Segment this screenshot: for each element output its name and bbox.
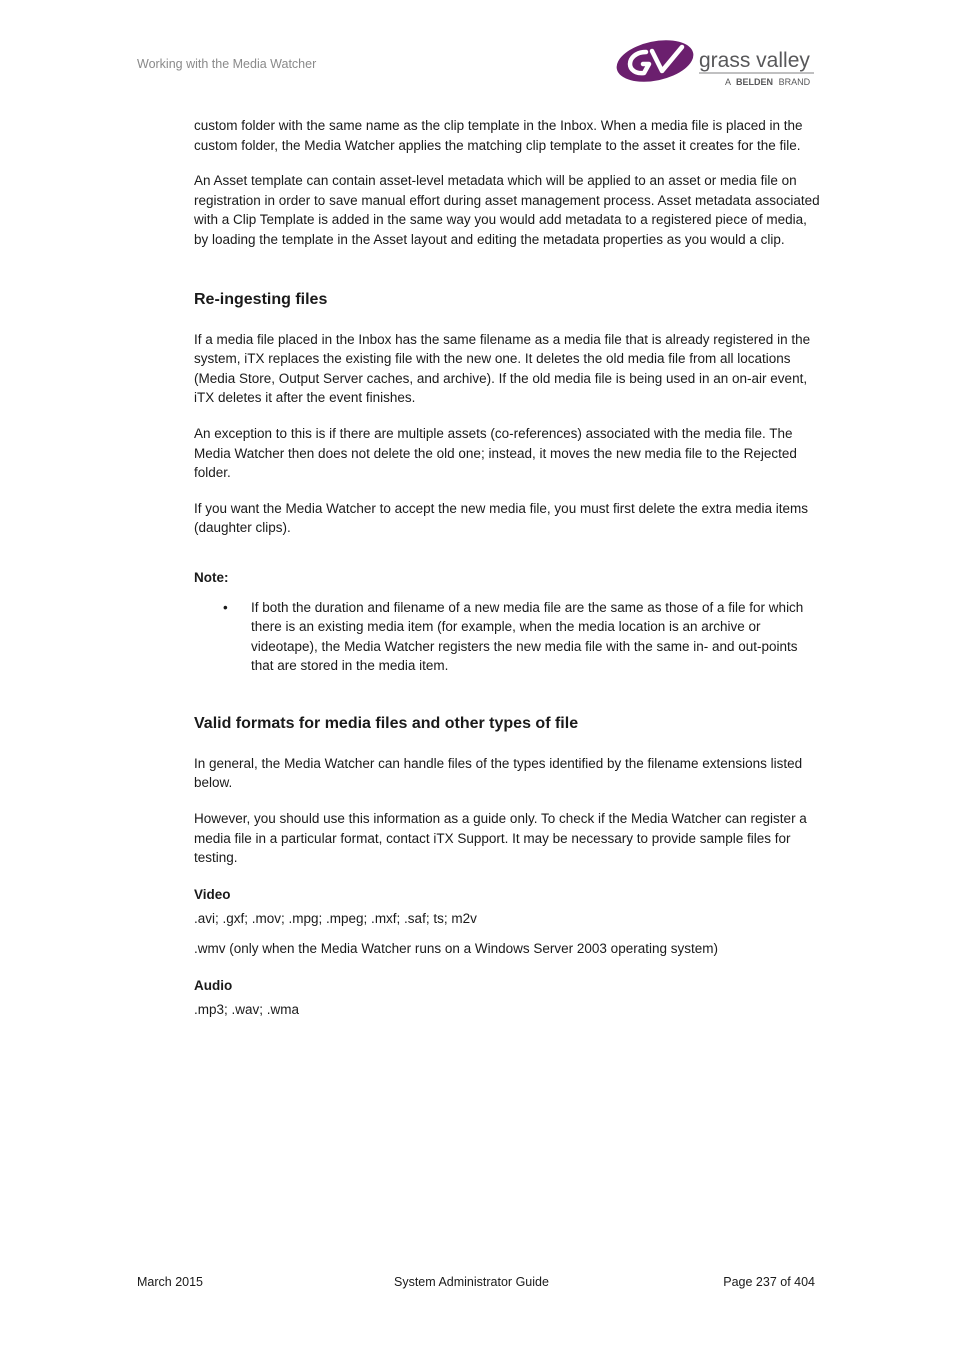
logo-tagline-prefix: A [725, 77, 731, 87]
footer-doc-title: System Administrator Guide [394, 1275, 549, 1289]
reingesting-paragraph-3: If you want the Media Watcher to accept the new media file, you must first delete the extra media items (daughter clips). [194, 500, 809, 536]
audio-subheading: Audio [194, 977, 233, 993]
logo-tagline-suffix: BRAND [778, 77, 811, 87]
footer-date: March 2015 [137, 1275, 204, 1289]
note-item-text: If both the duration and filename of a new media file are the same as those of a file for which there is an existing media item (for example, when the media location is an archive or videotape), the Media Watcher registers the new media file with the same in- and out-points that are stored in the media item. [251, 599, 804, 674]
grass-valley-logo [616, 38, 816, 90]
video-subheading: Video [194, 886, 231, 902]
intro-paragraph-2: An Asset template can contain asset-level metadata which will be applied to an asset or media file on registration in order to save manual effort during asset management process. Asset metadata associated with a Clip Template is added in the same way you would add metadata to a registered piece of media, by loading the template in the Asset layout and editing the metadata properties as you would a clip. [194, 173, 820, 247]
note-label: Note: [194, 569, 229, 585]
grass-valley-logo-graphic [616, 38, 816, 90]
svg-text:A BELDEN BRAND [725, 77, 811, 87]
footer-page-number: Page 237 of 404 [723, 1275, 815, 1289]
reingesting-paragraph-1: If a media file placed in the Inbox has the same filename as a media file that is already registered in the system, iTX replaces the existing file with the new one. It deletes the old media file from all locations (Media Store, Output Server caches, and archive). If the old media file is being used in an on-air event, iTX deletes it after the event finishes. [194, 331, 811, 406]
bullet-icon: • [223, 599, 228, 615]
logo-tagline-brand: BELDEN [736, 77, 774, 87]
valid-formats-paragraph-1: In general, the Media Watcher can handle files of the types identified by the filename extensions listed below. [194, 755, 803, 791]
logo-wordmark: grass valley [699, 49, 810, 72]
intro-paragraph-1: custom folder with the same name as the clip template in the Inbox. When a media file is placed in the custom folder, the Media Watcher applies the matching clip template to the asset it creates for the file. [194, 118, 803, 153]
note-list [194, 598, 822, 676]
reingesting-paragraph-2: An exception to this is if there are multiple assets (co-references) associated with the media file. The Media Watcher then does not delete the old one; instead, it moves the new media file to the Rejected folder. [194, 425, 797, 481]
video-formats-line-1: .avi; .gxf; .mov; .mpg; .mpeg; .mxf; .saf; ts; m2v [194, 911, 477, 927]
note-list-item [194, 598, 822, 676]
section-heading-reingesting: Re-ingesting files [194, 290, 328, 308]
page-content [194, 116, 822, 1020]
running-header-title: Working with the Media Watcher [137, 57, 317, 71]
audio-formats-line: .mp3; .wav; .wma [194, 1002, 300, 1018]
valid-formats-paragraph-2: However, you should use this information as a guide only. To check if the Media Watcher can register a media file in a particular format, contact iTX Support. It may be necessary to provide sample files for testing. [194, 811, 807, 866]
section-heading-valid-formats: Valid formats for media files and other types of file [194, 714, 579, 732]
video-formats-line-2: .wmv (only when the Media Watcher runs on a Windows Server 2003 operating system) [194, 941, 718, 957]
